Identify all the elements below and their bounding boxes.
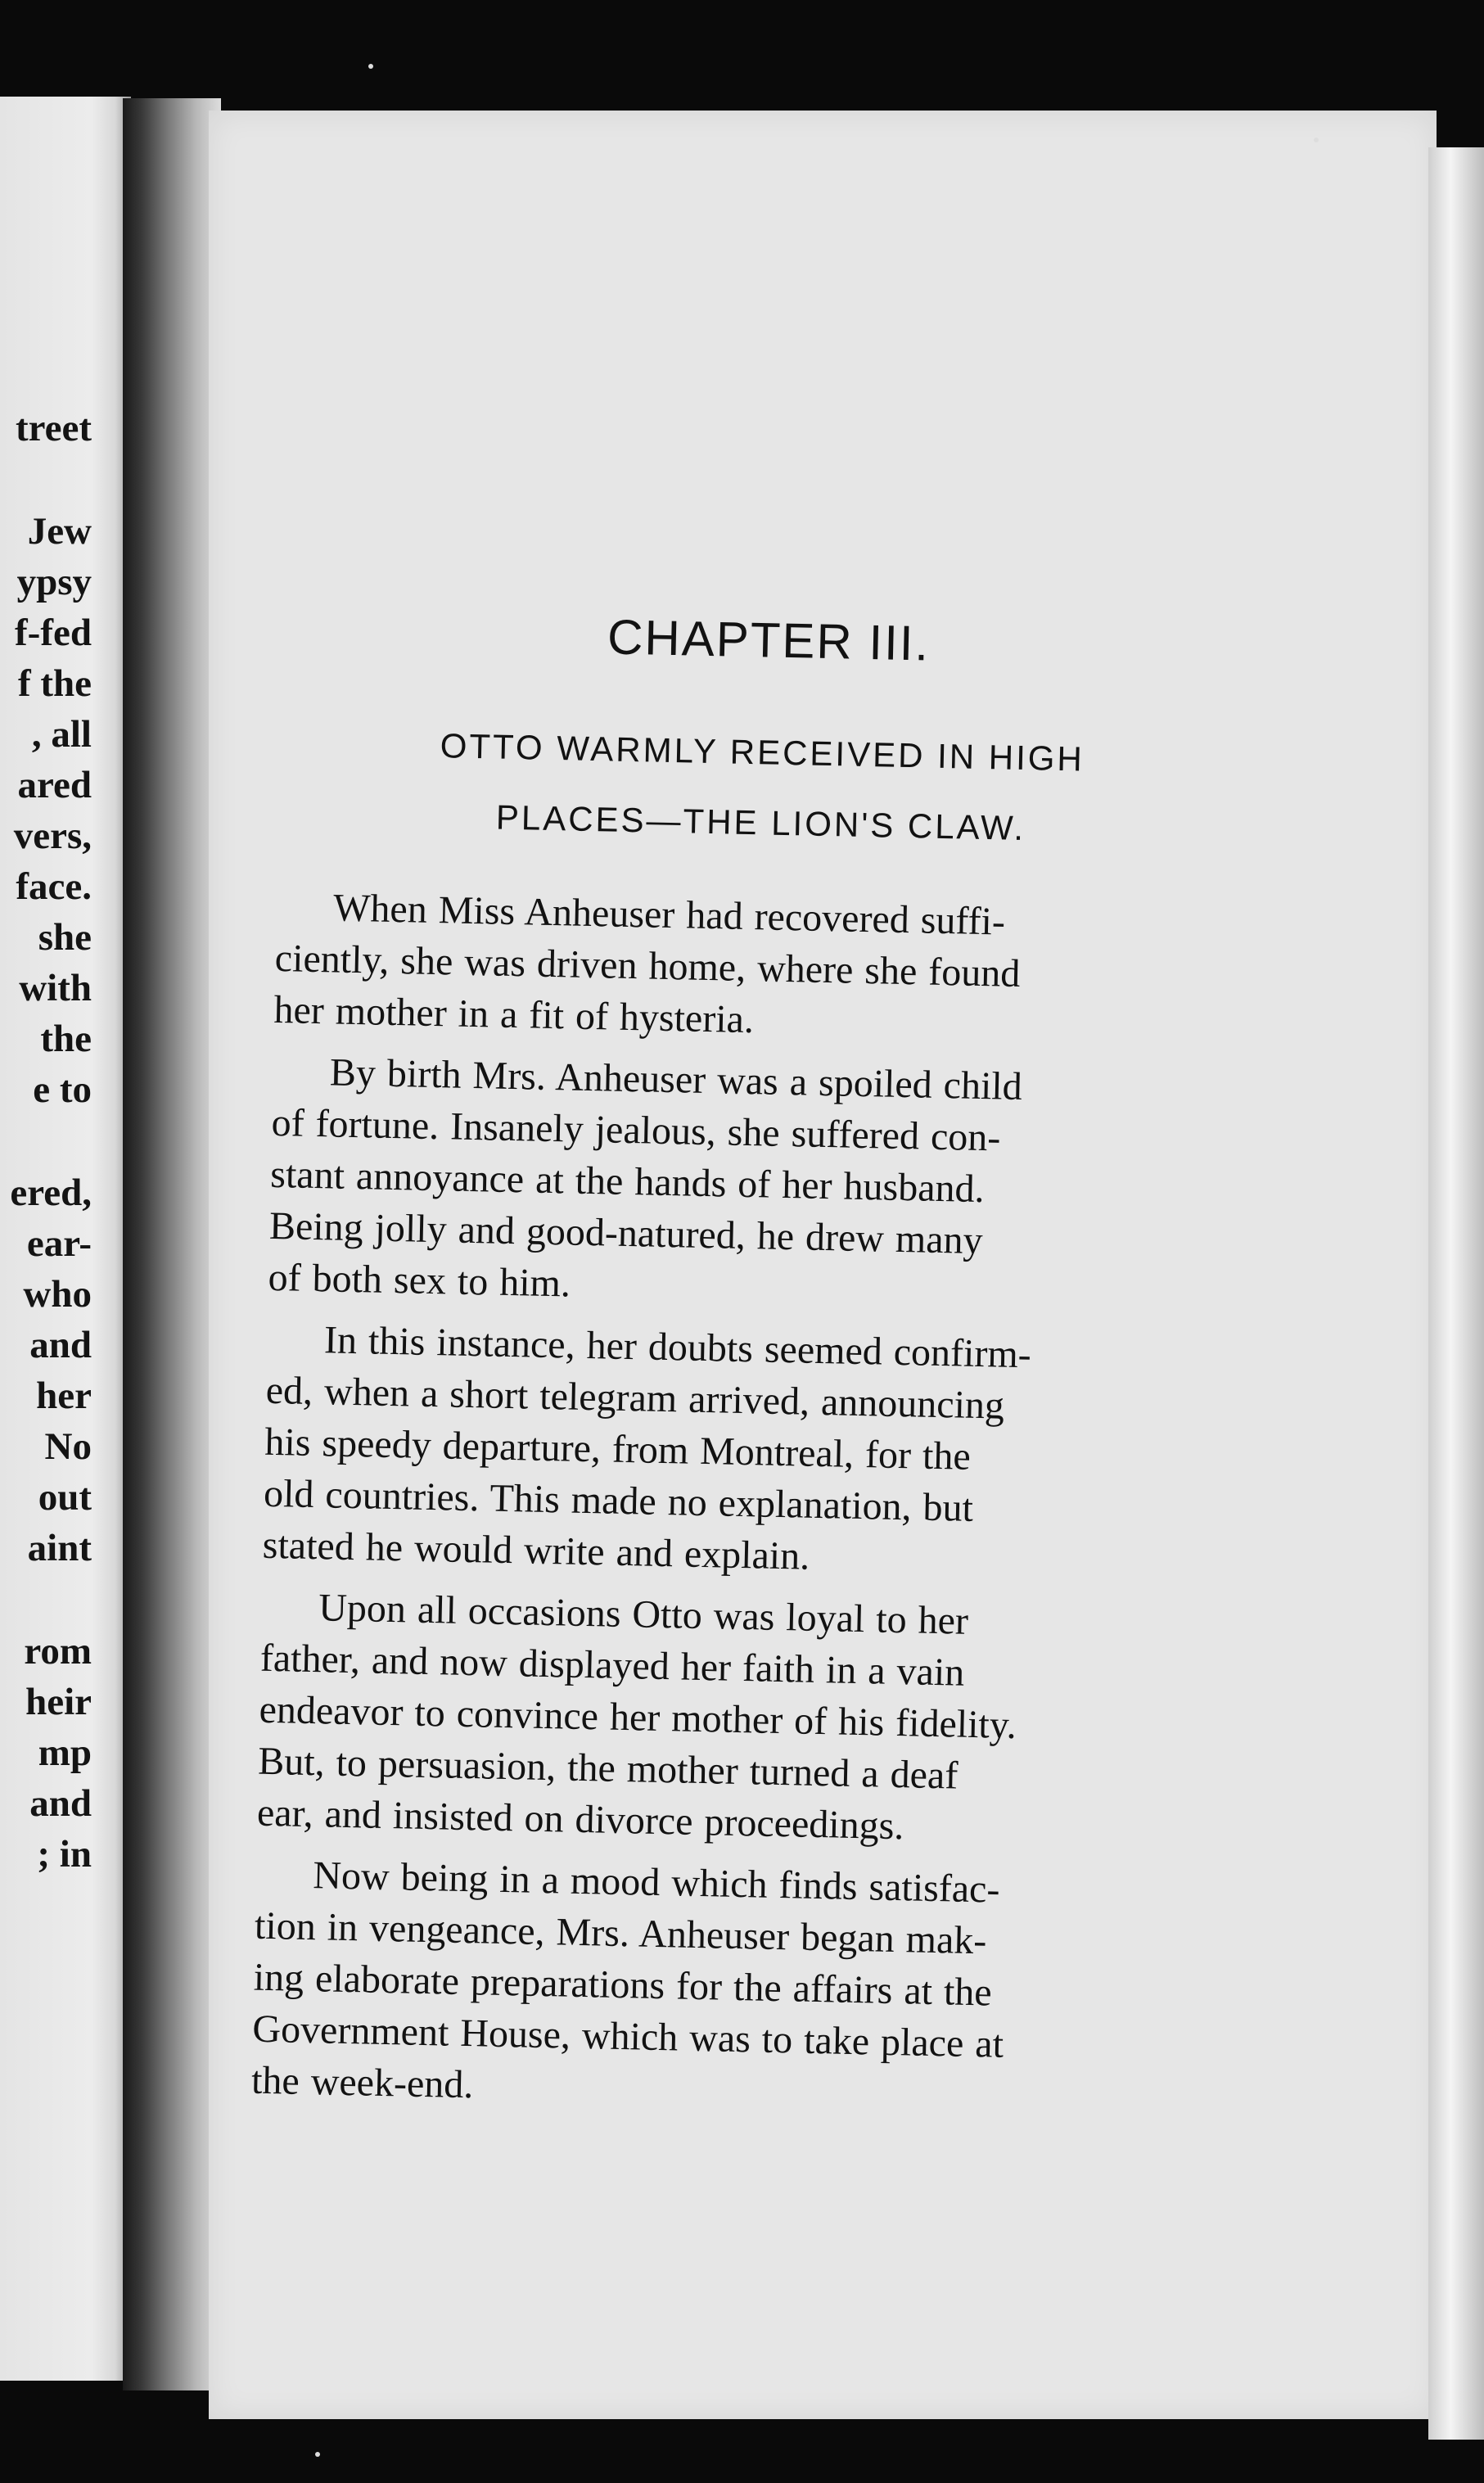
dust-speck bbox=[315, 2452, 320, 2457]
paragraph-line: But, to persuasion, the mother turned a deaf bbox=[257, 1739, 959, 1798]
left-page-line: f-fed bbox=[15, 612, 92, 654]
chapter-heading: CHAPTER III. bbox=[607, 609, 931, 671]
left-page-line: heir bbox=[25, 1681, 92, 1723]
left-page-line: the bbox=[40, 1018, 92, 1060]
left-page-line: who bbox=[23, 1273, 92, 1316]
paragraph-line: father, and now displayed her faith in a vain bbox=[259, 1636, 965, 1695]
paragraph-line: endeavor to convince her mother of his fidelity. bbox=[259, 1687, 1017, 1748]
chapter-subtitle bbox=[277, 707, 1221, 868]
paragraph bbox=[251, 1849, 1198, 2126]
paragraph-line: her mother in a fit of hysteria. bbox=[273, 987, 755, 1042]
left-page-line: face. bbox=[16, 865, 92, 908]
left-page-line: treet bbox=[15, 407, 92, 449]
left-page-line: her bbox=[36, 1375, 92, 1417]
dust-speck bbox=[368, 64, 373, 69]
left-page-line: Jew bbox=[27, 510, 92, 553]
paragraph-line: stated he would write and explain. bbox=[262, 1523, 810, 1578]
paragraph-line: stant annoyance at the hands of her husband. bbox=[269, 1152, 986, 1212]
left-page-line: No bbox=[44, 1425, 92, 1468]
left-page-line: e to bbox=[33, 1068, 92, 1111]
chapter-text-block bbox=[250, 602, 1223, 2136]
paragraph-line: Being jolly and good-natured, he drew many bbox=[268, 1203, 984, 1263]
left-page-line: aint bbox=[27, 1527, 92, 1569]
left-page-line: ypsy bbox=[16, 561, 92, 603]
right-page bbox=[209, 111, 1437, 2419]
left-page-line: ear- bbox=[26, 1222, 92, 1265]
paragraph-line: his speedy departure, from Montreal, for the bbox=[264, 1420, 972, 1479]
paragraph-line: ear, and insisted on divorce proceedings. bbox=[256, 1790, 904, 1849]
paragraph-line: ing elaborate preparations for the affairs at the bbox=[253, 1955, 993, 2015]
left-page-line: ; in bbox=[37, 1833, 92, 1876]
book-gutter-shadow bbox=[123, 98, 221, 2390]
paragraph-line: In this instance, her doubts seemed confirm- bbox=[323, 1318, 1032, 1377]
paragraph-line: the week-end. bbox=[250, 2058, 474, 2107]
left-page-line: and bbox=[29, 1782, 92, 1825]
paragraph-line: Government House, which was to take place at bbox=[251, 2007, 1004, 2066]
left-page-line: rom bbox=[24, 1630, 92, 1673]
paragraph bbox=[268, 1045, 1214, 1323]
paragraph-line: of both sex to him. bbox=[268, 1255, 571, 1306]
paragraph bbox=[273, 881, 1218, 1055]
left-page-line: ered, bbox=[10, 1172, 92, 1214]
left-facing-page bbox=[0, 97, 131, 2381]
left-page-line: ared bbox=[17, 764, 92, 806]
left-page-line: she bbox=[38, 916, 92, 959]
left-page-line: and bbox=[29, 1324, 92, 1366]
paragraph-line: old countries. This made no explanation, but bbox=[263, 1471, 974, 1530]
paragraph-line: When Miss Anheuser had recovered suffi- bbox=[332, 886, 1006, 944]
left-page-line: mp bbox=[38, 1731, 92, 1774]
page-edge-highlight bbox=[1428, 147, 1484, 2440]
paragraph-line: By birth Mrs. Anheuser was a spoiled child bbox=[329, 1050, 1023, 1109]
paragraph-line: ed, when a short telegram arrived, announcing bbox=[265, 1368, 1005, 1428]
left-page-line: , all bbox=[31, 713, 92, 756]
paragraph-line: ciently, she was driven home, where she found bbox=[274, 936, 1021, 995]
paragraph-line: Now being in a mood which finds satisfac- bbox=[312, 1853, 1000, 1912]
left-page-line: f the bbox=[17, 662, 92, 705]
chapter-subtitle-line: PLACES—THE LION'S CLAW. bbox=[495, 797, 1026, 848]
paragraph bbox=[262, 1313, 1208, 1591]
paragraph-line: tion in vengeance, Mrs. Anheuser began mak- bbox=[254, 1903, 987, 1963]
left-page-line: with bbox=[19, 967, 92, 1009]
paragraph-line: of fortune. Insanely jealous, she suffered con- bbox=[271, 1100, 1001, 1160]
paragraph bbox=[256, 1581, 1202, 1858]
paragraph-line: Upon all occasions Otto was loyal to her bbox=[318, 1586, 969, 1643]
chapter-subtitle-line: OTTO WARMLY RECEIVED IN HIGH bbox=[440, 726, 1085, 779]
dust-speck bbox=[1314, 138, 1319, 142]
left-page-line: out bbox=[38, 1476, 92, 1519]
left-page-line: vers, bbox=[13, 815, 92, 857]
